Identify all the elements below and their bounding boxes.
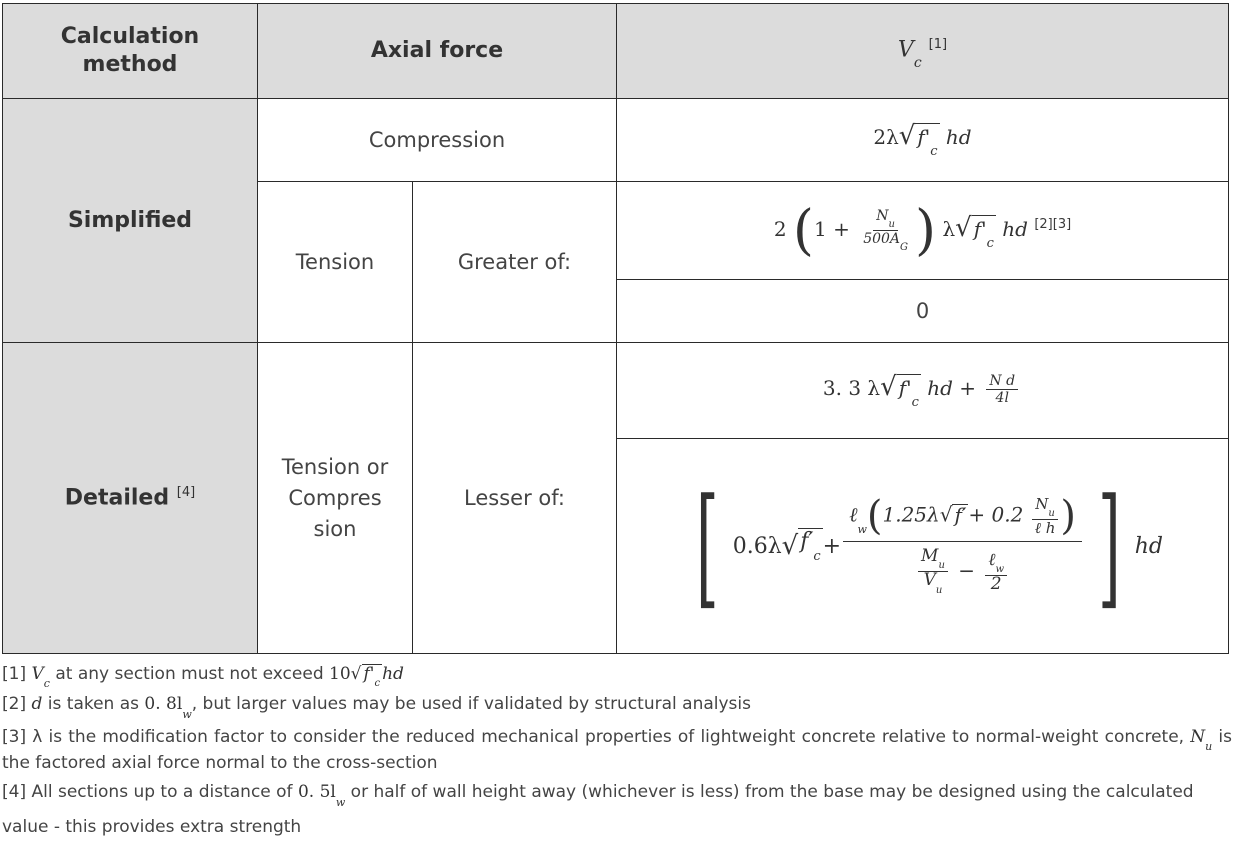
footnote-1: [1] $V_c$ at any section must not exceed 10√ $f'_c$ hd — [2, 664, 404, 691]
cell-tension-or-compression: Tension or Compres sion — [258, 343, 413, 654]
cell-greater-of: Greater of: — [413, 182, 617, 343]
f4-coef: 0.6λ — [732, 533, 782, 559]
sqrt-icon: √ — [880, 371, 897, 402]
cell-tension: Tension — [258, 182, 413, 343]
shear-strength-table — [2, 3, 1229, 654]
right-bracket-icon: ] — [1097, 470, 1121, 622]
formula-compression — [617, 99, 1229, 182]
cell-compression: Compression — [258, 99, 617, 182]
f4-fraction: ℓ$_w$(1.25λ√ f′ + 0.2 $\frac{N_u}{\text{ℓ h}}$ ) $\frac{M_u}{V_u}$ − $\frac{\ell_w}{2}$ — [843, 496, 1082, 595]
left-bracket-icon: [ — [695, 470, 719, 622]
f2-fraction: $\frac{N_u}{500A_G}$ — [863, 208, 909, 253]
header-axial-force: Axial force — [258, 4, 617, 99]
footnote-2: [2] d is taken as 0. $8l_w$, but larger values may be used if validated by structural analysis — [2, 694, 751, 721]
formula-detailed-1: 3. 3 λ√ $f'_c$ hd + $\frac{\text{N d}}{4l}$ — [617, 343, 1229, 439]
f2-lead: 2 — [773, 217, 787, 241]
cell-simplified: Simplified — [3, 99, 258, 343]
f1-radicand: $f'_c$ — [917, 125, 938, 159]
cell-detailed: Detailed [4] — [3, 343, 258, 654]
vc-subscript: c — [913, 55, 922, 72]
f2-tail: λ — [942, 217, 956, 241]
header-calculation-method: Calculation method — [3, 4, 258, 99]
f1-tail: hd — [945, 125, 972, 149]
formula-detailed-2: [ 0.6λ √ $f'_c$ + ℓ$_w$(1.25λ√ f′ + 0.2 $\frac{N_u}{\text{ℓ h}}$ ) $\frac{M_u}{V_u}$ − $\frac{\ell_w}{2}$ ] hd — [617, 439, 1229, 654]
formula-tension: 2 (1 + $\frac{N_u}{500A_G}$ ) λ√ $f'_c$ hd [2][3] — [617, 182, 1229, 280]
vc-ref: [1] — [928, 36, 948, 52]
header-row — [3, 4, 1229, 99]
sqrt-icon: √ — [898, 121, 916, 151]
cell-lesser-of: Lesser of: — [413, 343, 617, 654]
detailed-ref: [4] — [176, 485, 196, 501]
row-compression — [3, 99, 1229, 182]
f3-lead: 3. 3 λ — [822, 375, 881, 400]
f2-one: 1 + — [813, 217, 850, 241]
vc-symbol: V — [897, 36, 914, 62]
f3-fraction: $\frac{\text{N d}}{4l}$ — [986, 373, 1018, 406]
f2-ref: [2][3] — [1034, 217, 1072, 233]
footnote-3: [3] λ is the modification factor to consider the reduced mechanical properties of lightweight concrete relative to normal-weight concrete, $N_u$ is the factored axial force normal to the cross-section — [2, 726, 1233, 774]
formula-zero: 0 — [617, 280, 1229, 343]
footnotes — [2, 662, 1232, 841]
footnote-4: [4] All sections up to a distance of 0. $5l_w$ or half of wall height away (whichever is less) from the base may be designed using the calculated value - this provides extra strength — [2, 782, 1194, 837]
header-vc — [617, 4, 1229, 99]
sqrt-icon: √ — [955, 213, 972, 243]
f1-coef: 2λ — [873, 125, 899, 149]
row-detailed-1 — [3, 343, 1229, 439]
right-paren-icon: ) — [915, 198, 937, 262]
left-paren-icon: ( — [792, 198, 814, 262]
